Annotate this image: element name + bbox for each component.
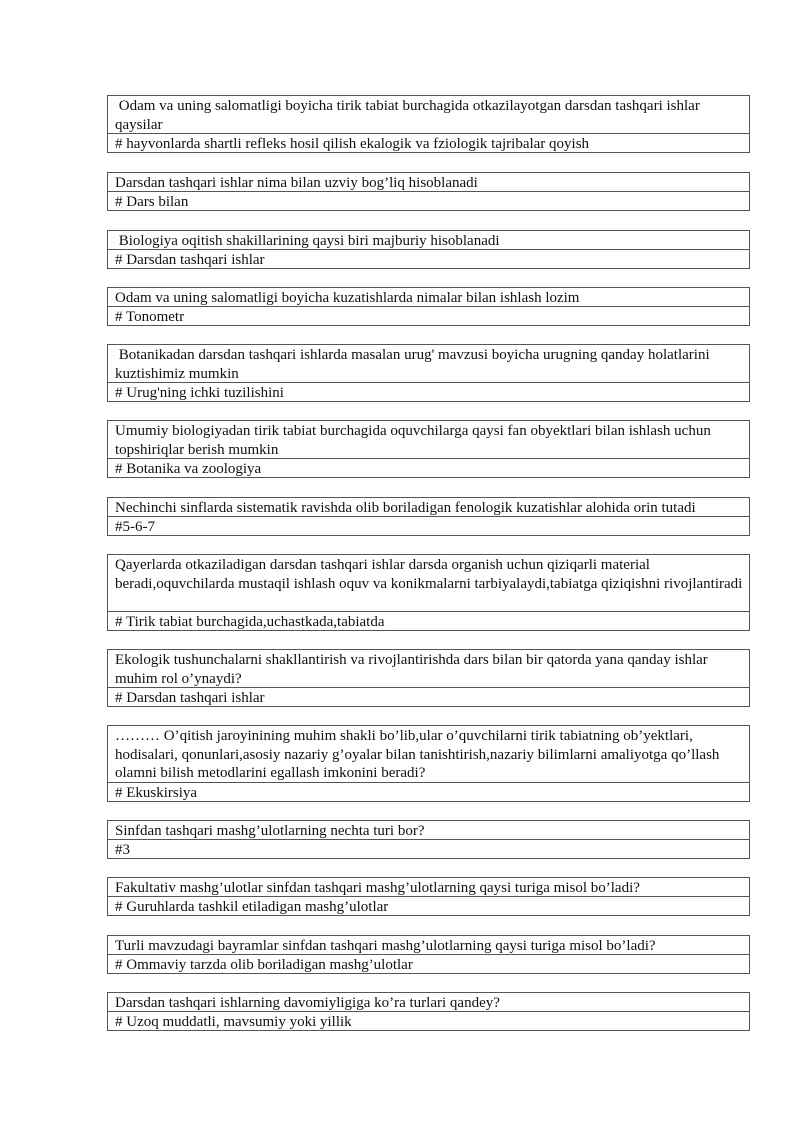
answer-text: # Ekuskirsiya: [108, 782, 749, 801]
qa-item-5: [107, 344, 750, 402]
qa-item-4: [107, 287, 750, 326]
question-text: Sinfdan tashqari mashg’ulotlarning nechta turi bor?: [115, 823, 425, 839]
qa-item-2: [107, 172, 750, 211]
qa-item-6: [107, 420, 750, 478]
qa-item-13: [107, 935, 750, 974]
answer-text: #3: [108, 839, 749, 858]
question-text: Botanikadan darsdan tashqari ishlarda masalan urug' mavzusi boyicha urugning qanday holatlarini kuztishimiz mumkin: [115, 347, 714, 382]
answer-text: # Darsdan tashqari ishlar: [108, 687, 749, 706]
qa-item-3: [107, 230, 750, 269]
question-text: Nechinchi sinflarda sistematik ravishda olib boriladigan fenologik kuzatishlar alohida orin tutadi: [115, 500, 696, 516]
answer-text: #5-6-7: [108, 516, 749, 535]
answer-text: # hayvonlarda shartli refleks hosil qilish ekalogik va fziologik tajribalar qoyish: [108, 133, 749, 152]
qa-item-10: [107, 725, 750, 802]
answer-text: # Dars bilan: [108, 191, 749, 210]
question-text: Odam va uning salomatligi boyicha kuzatishlarda nimalar bilan ishlash lozim: [115, 290, 580, 306]
answer-text: # Botanika va zoologiya: [108, 458, 749, 477]
answer-text: # Ommaviy tarzda olib boriladigan mashg’ulotlar: [108, 954, 749, 973]
answer-text: # Urug'ning ichki tuzilishini: [108, 382, 749, 401]
question-text: Odam va uning salomatligi boyicha tirik tabiat burchagida otkazilayotgan darsdan tashqari ishlar qaysilar: [115, 98, 704, 133]
qa-item-14: [107, 992, 750, 1031]
question-text: Turli mavzudagi bayramlar sinfdan tashqari mashg’ulotlarning qaysi turiga misol bo’ladi?: [115, 938, 656, 954]
question-text: Darsdan tashqari ishlar nima bilan uzviy bog’liq hisoblanadi: [115, 175, 478, 191]
question-text: ……… O’qitish jaroyinining muhim shakli bo’lib,ular o’quvchilarni tirik tabiatning ob’yektlari, hodisalari, qonunlari,asosiy nazariy g’oyalar bilan tanishtirish,nazariy bilimlarni amaliyotga qo’llash olamni bilish metodlarini egallash imkonini beradi?: [115, 728, 724, 781]
question-text: Umumiy biologiyadan tirik tabiat burchagida oquvchilarga qaysi fan obyektlari bilan ishlash uchun topshiriqlar berish mumkin: [115, 423, 715, 458]
qa-item-1: [107, 95, 750, 153]
question-text: Qayerlarda otkaziladigan darsdan tashqari ishlar darsda organish uchun qiziqarli material beradi,oquvchilarda mustaqil ishlash oquv va konikmalarni tarbiyalaydi,tabiatga qiziqishni rivojlantiradi: [115, 557, 743, 592]
question-text: Fakultativ mashg’ulotlar sinfdan tashqari mashg’ulotlarning qaysi turiga misol bo’ladi?: [115, 880, 640, 896]
answer-text: # Uzoq muddatli, mavsumiy yoki yillik: [108, 1011, 749, 1030]
qa-item-11: [107, 820, 750, 859]
qa-item-9: [107, 649, 750, 707]
answer-text: # Tonometr: [108, 306, 749, 325]
question-text: Biologiya oqitish shakillarining qaysi biri majburiy hisoblanadi: [115, 233, 500, 249]
qa-item-7: [107, 497, 750, 536]
answer-text: # Guruhlarda tashkil etiladigan mashg’ulotlar: [108, 896, 749, 915]
question-text: Darsdan tashqari ishlarning davomiyligiga ko’ra turlari qandey?: [115, 995, 500, 1011]
qa-item-12: [107, 877, 750, 916]
answer-text: # Darsdan tashqari ishlar: [108, 249, 749, 268]
question-text: Ekologik tushunchalarni shakllantirish va rivojlantirishda dars bilan bir qatorda yana qanday ishlar muhim rol o’ynaydi?: [115, 652, 712, 687]
qa-item-8: [107, 554, 750, 631]
answer-text: # Tirik tabiat burchagida,uchastkada,tabiatda: [108, 611, 749, 630]
